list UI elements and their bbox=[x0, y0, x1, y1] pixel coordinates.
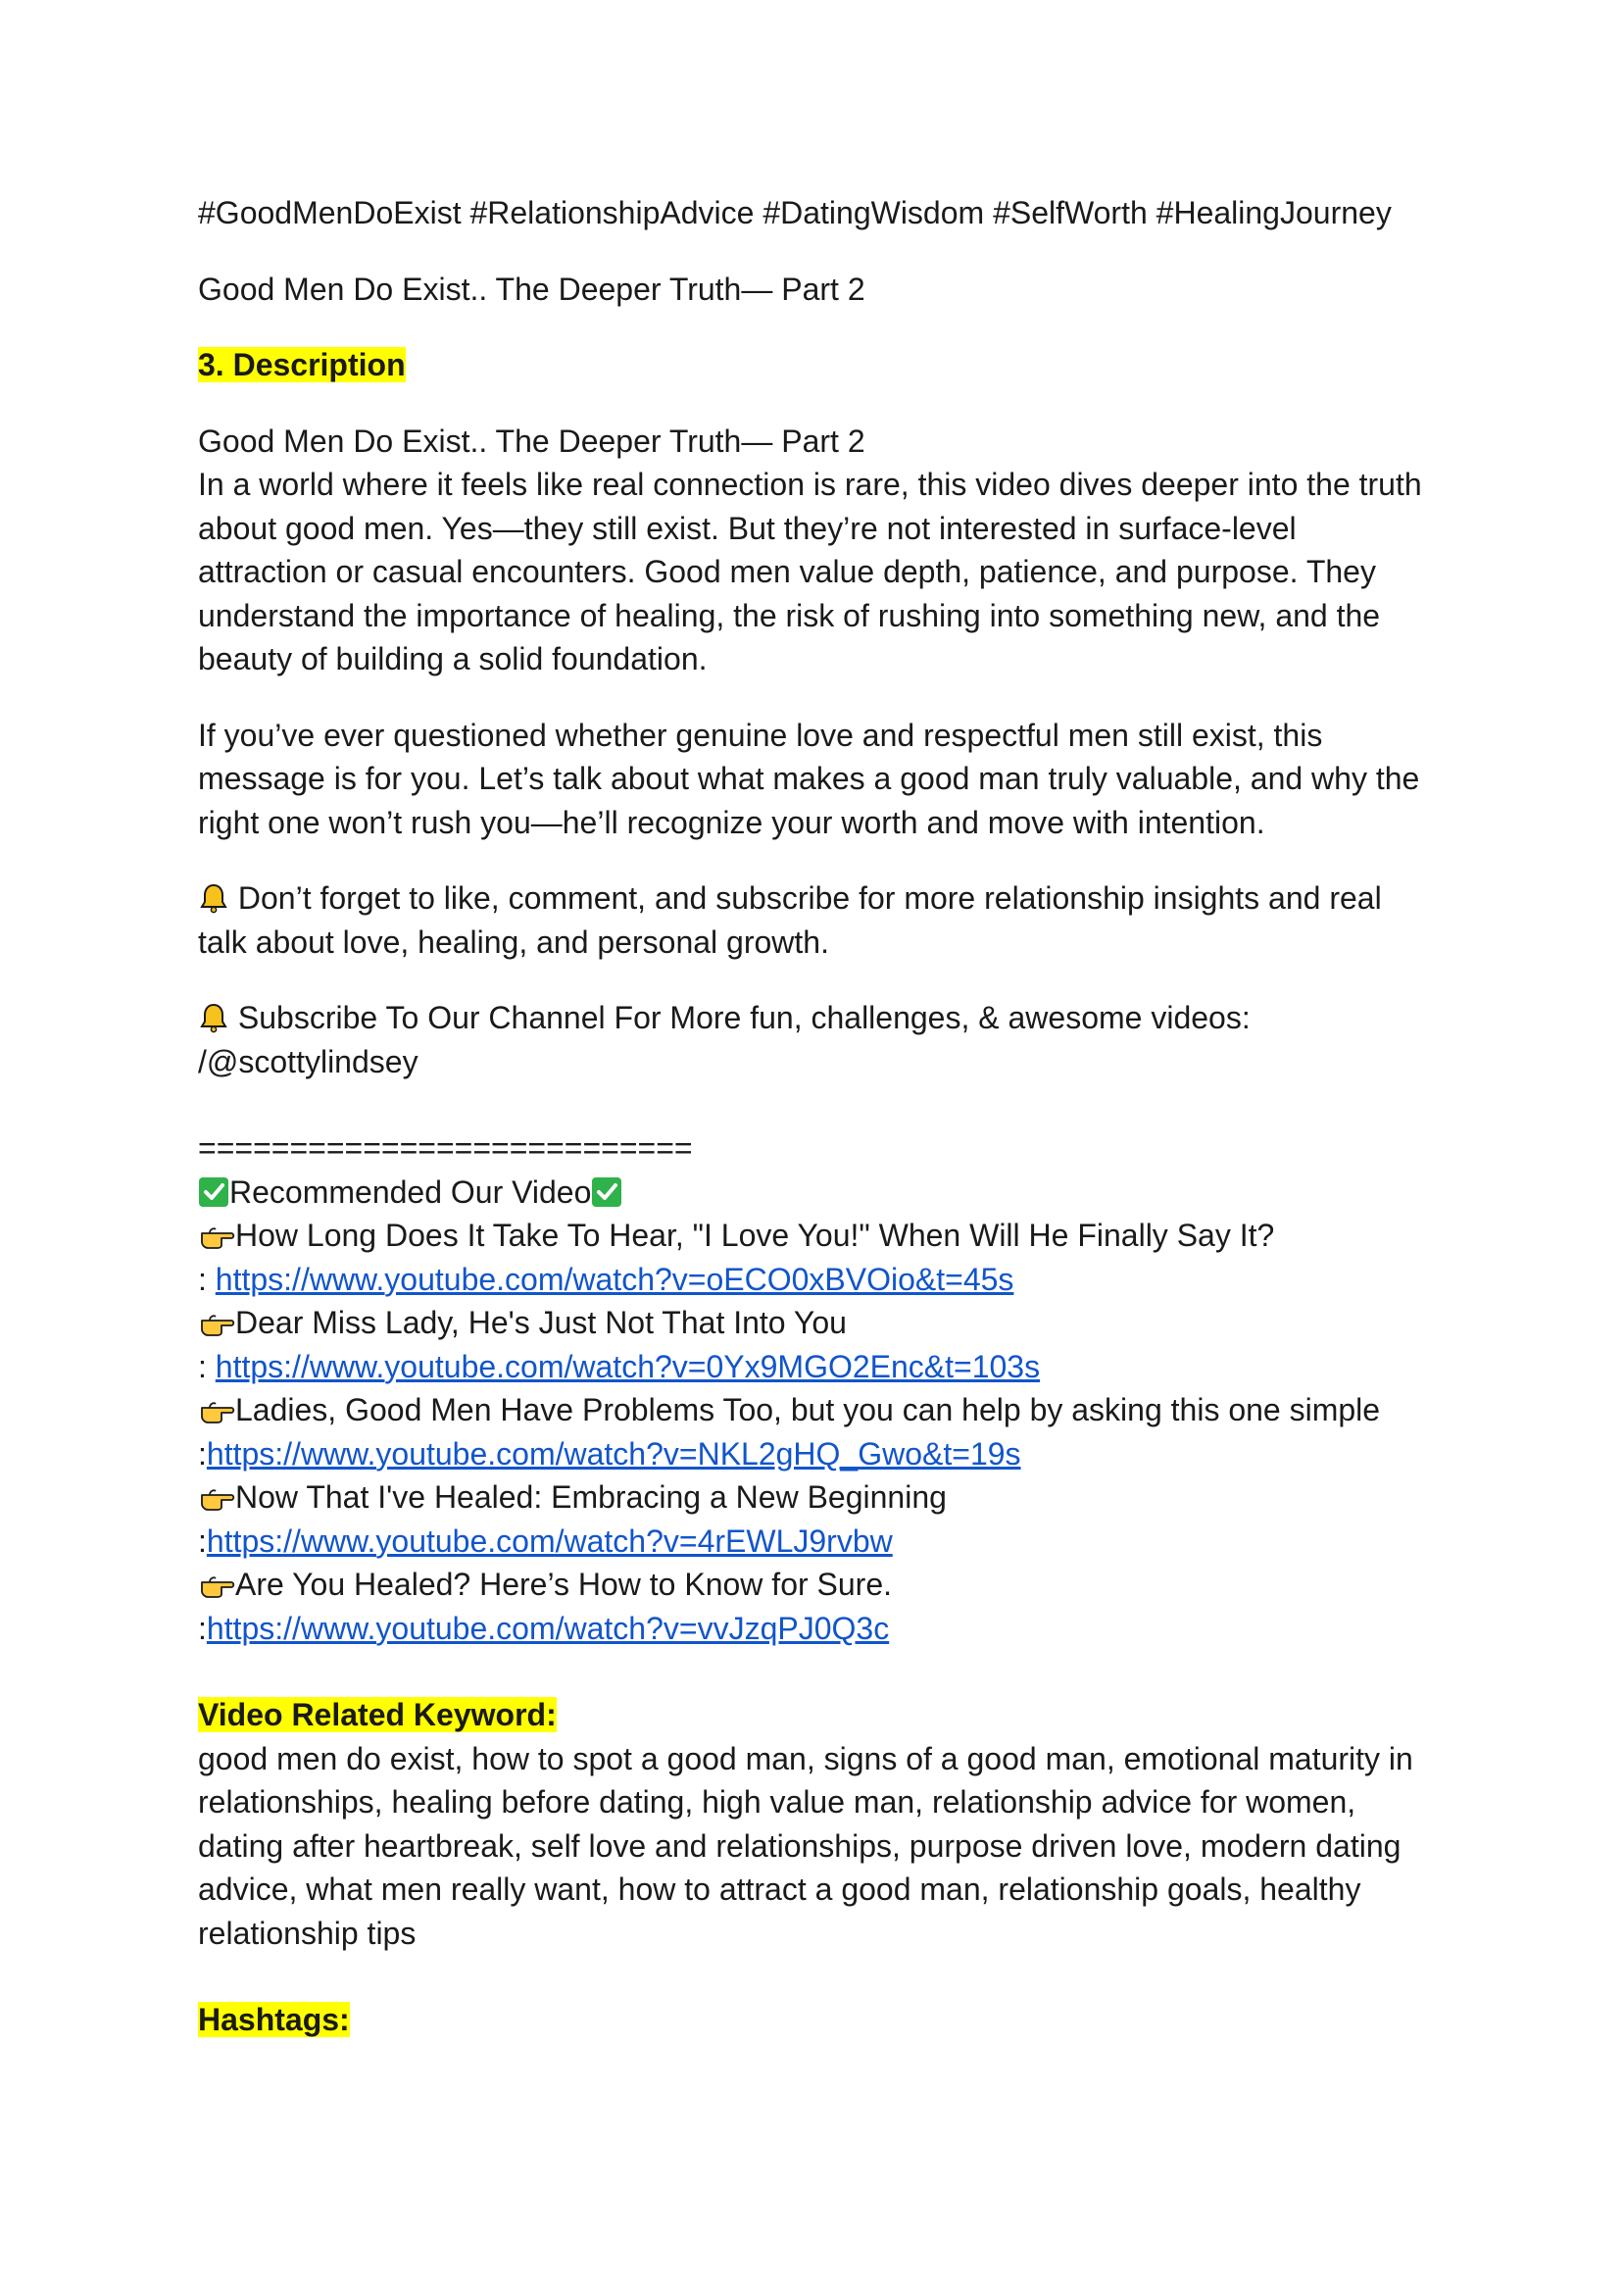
recommended-heading-text: Recommended Our Video bbox=[229, 1173, 592, 1210]
recommended-heading bbox=[198, 1171, 1433, 1215]
check-mark-button-icon bbox=[198, 1176, 229, 1208]
subscribe-text: Subscribe To Our Channel For More fun, challenges, & awesome videos: bbox=[229, 1000, 1251, 1035]
recommended-video-title: Ladies, Good Men Have Problems Too, but you can help by asking this one simple bbox=[198, 1388, 1433, 1432]
recommended-video-link-line: :https://www.youtube.com/watch?v=vvJzqPJ0Q3c bbox=[198, 1610, 890, 1646]
backhand-index-pointing-right-icon bbox=[198, 1220, 235, 1251]
backhand-index-pointing-right-icon bbox=[198, 1569, 235, 1600]
description-paragraph-2: If you’ve ever questioned whether genuine love and respectful men still exist, this message is for you. Let’s talk about what makes a good man truly valuable, and why the right one won’t rush you—he’ll recognize your worth and move with intention. bbox=[198, 717, 1420, 840]
like-subscribe-line bbox=[198, 876, 1433, 964]
recommended-video-title: Are You Healed? Here’s How to Know for Sure. bbox=[198, 1563, 1433, 1607]
backhand-index-pointing-right-icon bbox=[198, 1481, 235, 1513]
recommended-video-list bbox=[198, 1214, 1433, 1650]
like-subscribe-text: Don’t forget to like, comment, and subscribe for more relationship insights and real talk about love, healing, and personal growth. bbox=[198, 880, 1382, 960]
video-link[interactable]: https://www.youtube.com/watch?v=oECO0xBVOio&t=45s bbox=[215, 1261, 1014, 1297]
backhand-index-pointing-right-icon bbox=[198, 1394, 235, 1425]
keywords-heading: Video Related Keyword: bbox=[198, 1697, 557, 1732]
top-hashtags: #GoodMenDoExist #RelationshipAdvice #DatingWisdom #SelfWorth #HealingJourney bbox=[198, 195, 1392, 230]
recommended-video-title: Now That I've Healed: Embracing a New Beginning bbox=[198, 1475, 1433, 1520]
video-link[interactable]: https://www.youtube.com/watch?v=NKL2gHQ_Gwo&t=19s bbox=[206, 1435, 1021, 1472]
video-link[interactable]: https://www.youtube.com/watch?v=0Yx9MGO2Enc&t=103s bbox=[215, 1348, 1041, 1384]
recommended-video-link-line: : https://www.youtube.com/watch?v=oECO0xBVOio&t=45s bbox=[198, 1261, 1014, 1297]
recommended-video-link-line: : https://www.youtube.com/watch?v=0Yx9MGO2Enc&t=103s bbox=[198, 1348, 1041, 1384]
recommended-video-link-line: :https://www.youtube.com/watch?v=4rEWLJ9rvbw bbox=[198, 1522, 893, 1559]
video-link[interactable]: https://www.youtube.com/watch?v=4rEWLJ9rvbw bbox=[206, 1522, 893, 1559]
hashtags-heading: Hashtags: bbox=[198, 2002, 350, 2037]
keywords-text: good men do exist, how to spot a good man, signs of a good man, emotional maturity in relationships, healing before dating, high value man, relationship advice for women, dating after heartbreak, self love and relationships, purpose driven love, modern dating advice, what men really want, how to attract a good man, relationship goals, healthy relationship tips bbox=[198, 1740, 1413, 1951]
description-title: Good Men Do Exist.. The Deeper Truth— Part 2 bbox=[198, 423, 865, 459]
video-title: Good Men Do Exist.. The Deeper Truth— Part 2 bbox=[198, 271, 865, 307]
bell-icon bbox=[198, 882, 229, 914]
recommended-video-title: Dear Miss Lady, He's Just Not That Into You bbox=[198, 1301, 1433, 1345]
check-mark-button-icon bbox=[591, 1176, 622, 1208]
separator-line: =========================== bbox=[198, 1130, 693, 1166]
description-paragraph-1: In a world where it feels like real connection is rare, this video dives deeper into the truth about good men. Yes—they still exist. But they’re not interested in surface-level attraction or casual encounters. Good men value depth, patience, and purpose. They understand the importance of healing, the risk of rushing into something new, and the beauty of building a solid foundation. bbox=[198, 467, 1422, 676]
recommended-video-link-line: :https://www.youtube.com/watch?v=NKL2gHQ_Gwo&t=19s bbox=[198, 1435, 1021, 1472]
subscribe-line bbox=[198, 996, 1433, 1040]
document-body bbox=[198, 191, 1433, 2042]
recommended-video-title: How Long Does It Take To Hear, "I Love You!" When Will He Finally Say It? bbox=[198, 1214, 1433, 1258]
channel-link[interactable]: /@scottylindsey bbox=[198, 1043, 418, 1079]
backhand-index-pointing-right-icon bbox=[198, 1307, 235, 1338]
video-link[interactable]: https://www.youtube.com/watch?v=vvJzqPJ0Q3c bbox=[206, 1610, 890, 1646]
description-heading: 3. Description bbox=[198, 347, 406, 382]
bell-icon bbox=[198, 1002, 229, 1033]
